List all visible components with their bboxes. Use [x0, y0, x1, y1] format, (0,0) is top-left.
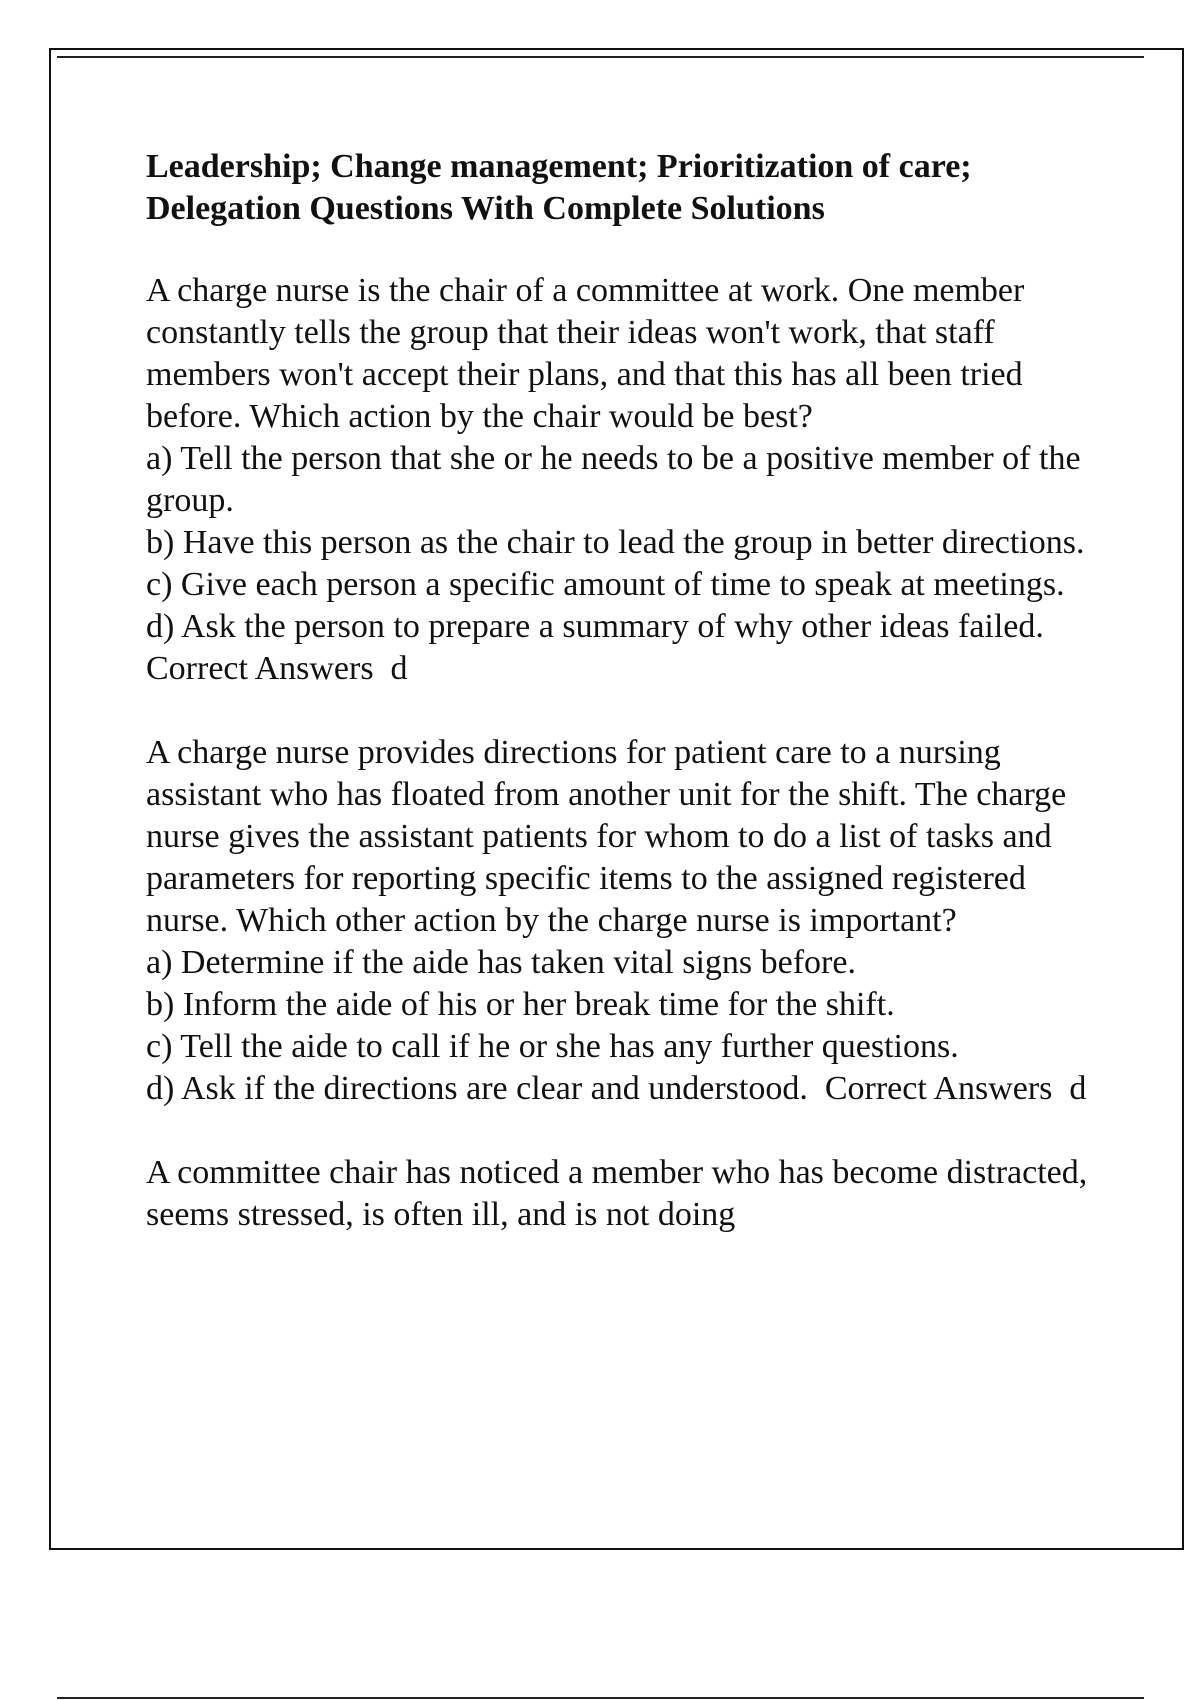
- question-1: [146, 270, 1106, 690]
- question-1-option-a: a) Tell the person that she or he needs to be a positive member of the group.: [146, 440, 1081, 519]
- question-2-option-a: a) Determine if the aide has taken vital signs before.: [146, 944, 856, 981]
- question-1-stem: A charge nurse is the chair of a committee at work. One member constantly tells the group that their ideas won't work, that staff members won't accept their plans, and that this has all been tried before. Which action by the chair would be best?: [146, 272, 1025, 435]
- question-3-stem: A committee chair has noticed a member who has become distracted, seems stressed, is often ill, and is not doing: [146, 1154, 1088, 1233]
- document-body: [146, 146, 1106, 1278]
- bottom-rule: [57, 1697, 1144, 1699]
- question-2-option-d: d) Ask if the directions are clear and understood.: [146, 1070, 808, 1107]
- question-3: [146, 1152, 1106, 1236]
- document-title: Leadership; Change management; Prioritization of care; Delegation Questions With Complete Solutions: [146, 148, 972, 227]
- question-2: [146, 732, 1106, 1110]
- question-1-option-d-with-answer: [146, 606, 1106, 690]
- question-1-correct-answer: Correct Answers d: [146, 608, 1061, 687]
- question-2-option-c: c) Tell the aide to call if he or she has any further questions.: [146, 1028, 959, 1065]
- top-rule: [57, 56, 1144, 58]
- question-1-option-d: d) Ask the person to prepare a summary of why other ideas failed.: [146, 608, 1044, 645]
- question-2-correct-answer: Correct Answers d: [807, 1070, 1087, 1107]
- question-2-stem: A charge nurse provides directions for patient care to a nursing assistant who has floated from another unit for the shift. The charge nurse gives the assistant patients for whom to do a list of tasks and parameters for reporting specific items to the assigned registered nurse. Which other action by the charge nurse is important?: [146, 734, 1067, 939]
- question-1-option-c: c) Give each person a specific amount of time to speak at meetings.: [146, 566, 1065, 603]
- question-1-option-b: b) Have this person as the chair to lead the group in better directions.: [146, 524, 1085, 561]
- question-2-option-d-with-answer: [146, 1068, 1106, 1110]
- question-2-option-b: b) Inform the aide of his or her break time for the shift.: [146, 986, 895, 1023]
